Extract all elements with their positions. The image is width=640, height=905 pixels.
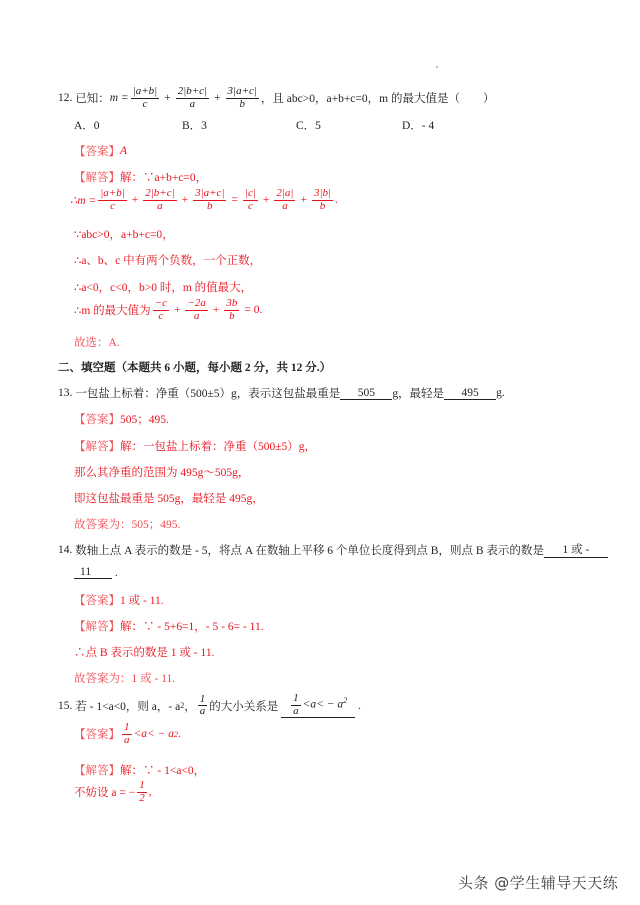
q14-blank-part-1: 1 或 - [544,541,608,558]
q12-frac-3: $\frac{3|a+c|}{b}$ [227,85,257,110]
q13-conclusion: 故答案为：505；495. [74,519,181,531]
question-12: 12. 已知： m = $\frac{|a+b|}{c}$ + $\frac{2|b+c|}{a}$ + $\frac{3|a+c|}{b}$ ，且 abc>0，a+b+c=0，m 的最大值是（ ） [58,85,495,110]
q13-solution-line-3: 即这包盐最重是 505g，最轻是 495g， [74,493,264,505]
q12-solution-line-2: ∴m = $\frac{|a+b|}{c}$ + $\frac{2|b+c|}{a}$ + $\frac{3|a+c|}{b}$ = $\frac{|c|}{c}$ + $\frac{2|a|}{a}$ + $\frac{3|b|}{b}$ . [70,187,338,212]
q12-solution-line-5: ∴a<0，c<0，b>0 时，m 的值最大， [74,282,253,294]
q12-conclusion: 故选：A. [74,337,120,349]
q12-option-b: B．3 [182,120,207,132]
q12-m-eq: m = [109,92,129,105]
q14-blank-part-2: 11 [74,566,112,579]
question-13: 13. 一包盐上标着：净重（500±5）g，表示这包盐最重是 505 g，最轻是 495 g. [58,386,505,400]
q12-solution-line-4: ∴a、b、c 中有两个负数，一个正数， [74,255,262,267]
q12-solution-line-6: ∴m 的最大值为 $\frac{-c}{c}$ + $\frac{-2a}{a}$ + $\frac{3b}{b}$ = 0. [74,297,263,322]
q12-option-a: A．0 [74,120,100,132]
q14-conclusion: 故答案为：1 或 - 11. [74,673,176,685]
page-dot [436,66,438,68]
q15-solution-line-1: 【解答】 解：∵ - 1<a<0， [74,765,206,777]
q12-condition: ，且 abc>0，a+b+c=0，m 的最大值是（ ） [260,93,495,106]
q13-answer: 【答案】 505；495. [74,414,169,426]
q12-option-d: D．- 4 [402,120,435,132]
q13-blank-1: 505 [340,387,392,400]
question-15: 15. 若 - 1<a<0，则 a，- a 2 ， $\frac{1}{a}$ 的大小关系是 $\frac{1}{a}$ $<a< - a^2$ . [58,692,361,718]
answer-tag: 【答案】 [74,146,120,158]
q15-solution-line-2: 不妨设 a = − $\frac{1}{2}$ , [74,779,152,804]
question-14: 14. 数轴上点 A 表示的数是 - 5，将点 A 在数轴上平移 6 个单位长度得到点 B，则点 B 表示的数是 1 或 - [58,541,608,558]
q14-answer: 【答案】 1 或 - 11. [74,595,164,607]
q12-frac-2: $\frac{2|b+c|}{a}$ [177,85,208,110]
question-14-continued: 11 . [74,566,118,579]
q12-solution-line-3: ∵abc>0，a+b+c=0， [74,229,174,241]
q12-number: 12. [58,92,73,105]
q12-answer [74,143,127,159]
q15-blank: $\frac{1}{a}$ $<a< - a^2$ [281,693,355,718]
watermark: 头条 @学生辅导天天练 [458,874,619,892]
q13-solution-line-2: 那么其净重的范围为 495g～505g， [74,467,250,479]
q14-solution-line-2: ∴点 B 表示的数是 1 或 - 11. [74,647,215,659]
q12-prefix: 已知： [75,93,110,106]
solution-tag: 【解答】 [74,172,120,184]
section-heading: 二、填空题（本题共 6 小题，每小题 2 分，共 12 分.） [58,362,332,374]
q15-answer: 【答案】 $\frac{1}{a}$ <a< − a 2 . [74,721,181,746]
q13-blank-2: 495 [444,387,496,400]
q13-solution-line-1: 【解答】 解：一包盐上标着：净重（500±5）g， [74,441,317,453]
answer-value: A [120,145,128,157]
q12-option-c: C．5 [296,120,321,132]
q12-frac-1: $\frac{|a+b|}{c}$ [132,85,158,110]
q14-solution-line-1: 【解答】 解：∵ - 5+6=1，- 5 - 6= - 11. [74,621,264,633]
q12-solution-line-1: 【解答】 解：∵a+b+c=0， [74,169,207,185]
